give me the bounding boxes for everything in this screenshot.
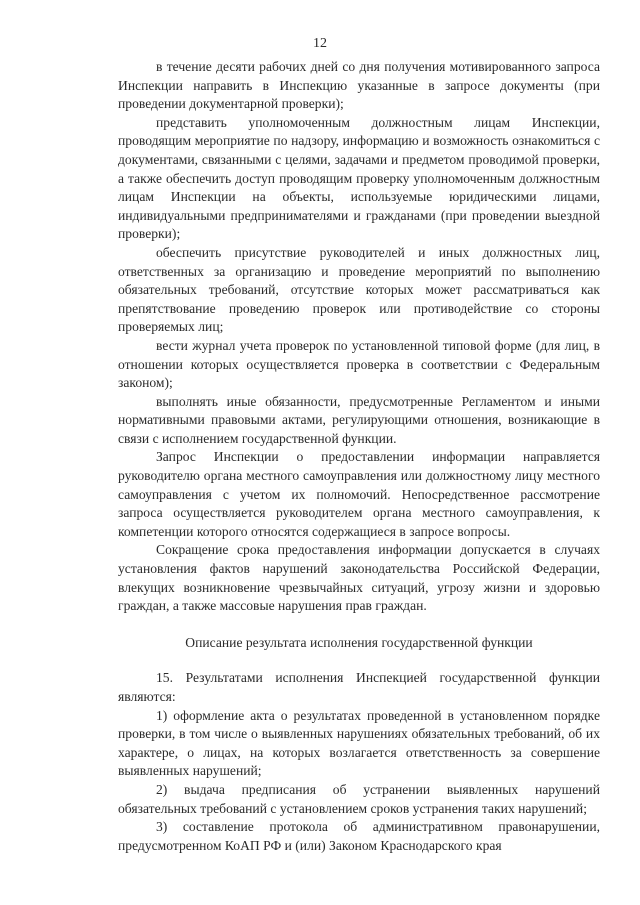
- paragraph-other-duties: выполнять иные обязанности, предусмотренные Регламентом и иными нормативными правовыми актами, регулирующими отношения, возникающие в связи с исполнением государственной функции.: [118, 393, 600, 446]
- section-heading: Описание результата исполнения государственной функции: [185, 634, 533, 650]
- paragraph-result-protocol: 3) составление протокола об административном правонарушении, предусмотренном КоАП РФ и (или) Законом Краснодарского края: [118, 819, 600, 853]
- paragraph-officials-presence: обеспечить присутствие руководителей и иных должностных лиц, ответственных за организацию и проведение мероприятий по выполнению обязательных требований, отсутствие которых может рассматриваться как препятствование проведению проверок или противодействие со стороны проверяемых лиц;: [118, 244, 600, 335]
- paragraph-inspection-journal: вести журнал учета проверок по установленной типовой форме (для лиц, в отношении которых осуществляется проверка в соответствии с Федеральным законом);: [118, 337, 600, 391]
- paragraph-access-provision: представить уполномоченным должностным лицам Инспекции, проводящим мероприятие по надзору, информацию и возможность ознакомиться с документами, связанными с целями, задачами и предметом проводимой проверки, а также обеспечить доступ проводящим проверку уполномоченным должностным лицам Инспекции на объекты, используемые юридическими лицами, индивидуальными предпринимателями и гражданами (при проведении выездной проверки);: [118, 114, 600, 242]
- paragraph-results-intro: 15. Результатами исполнения Инспекцией государственной функции являются:: [118, 670, 600, 704]
- paragraph-information-request: Запрос Инспекции о предоставлении информации направляется руководителю органа местного самоуправления или должностному лицу местного самоуправления с учетом их полномочий. Непосредственное рассмотрение запроса осуществляется руководителем органа местного самоуправления, к компетенции которого относятся содержащиеся в запросе вопросы.: [118, 449, 600, 539]
- paragraph-deadline-reduction: Сокращение срока предоставления информации допускается в случаях установления фактов нарушений законодательства Российской Федерации, влекущих возникновение чрезвычайных ситуаций, угрозу жизни и здоровью граждан, а также массовые нарушения прав граждан.: [118, 542, 600, 614]
- paragraph-result-order: 2) выдача предписания об устранении выявленных нарушений обязательных требований с установлением сроков устранения таких нарушений;: [118, 781, 600, 816]
- paragraph-result-act: 1) оформление акта о результатах проведенной в установленном порядке проверки, в том числе о выявленных нарушениях обязательных требований, об их характере, о лицах, на которых возлагается ответственность за совершение выявленных нарушений;: [118, 707, 600, 779]
- paragraph-documents-submission: в течение десяти рабочих дней со дня получения мотивированного запроса Инспекции направить в Инспекцию указанные в запросе документы (при проведении документарной проверки);: [118, 59, 600, 112]
- document-body: [118, 58, 600, 855]
- page-number: 12: [313, 36, 327, 51]
